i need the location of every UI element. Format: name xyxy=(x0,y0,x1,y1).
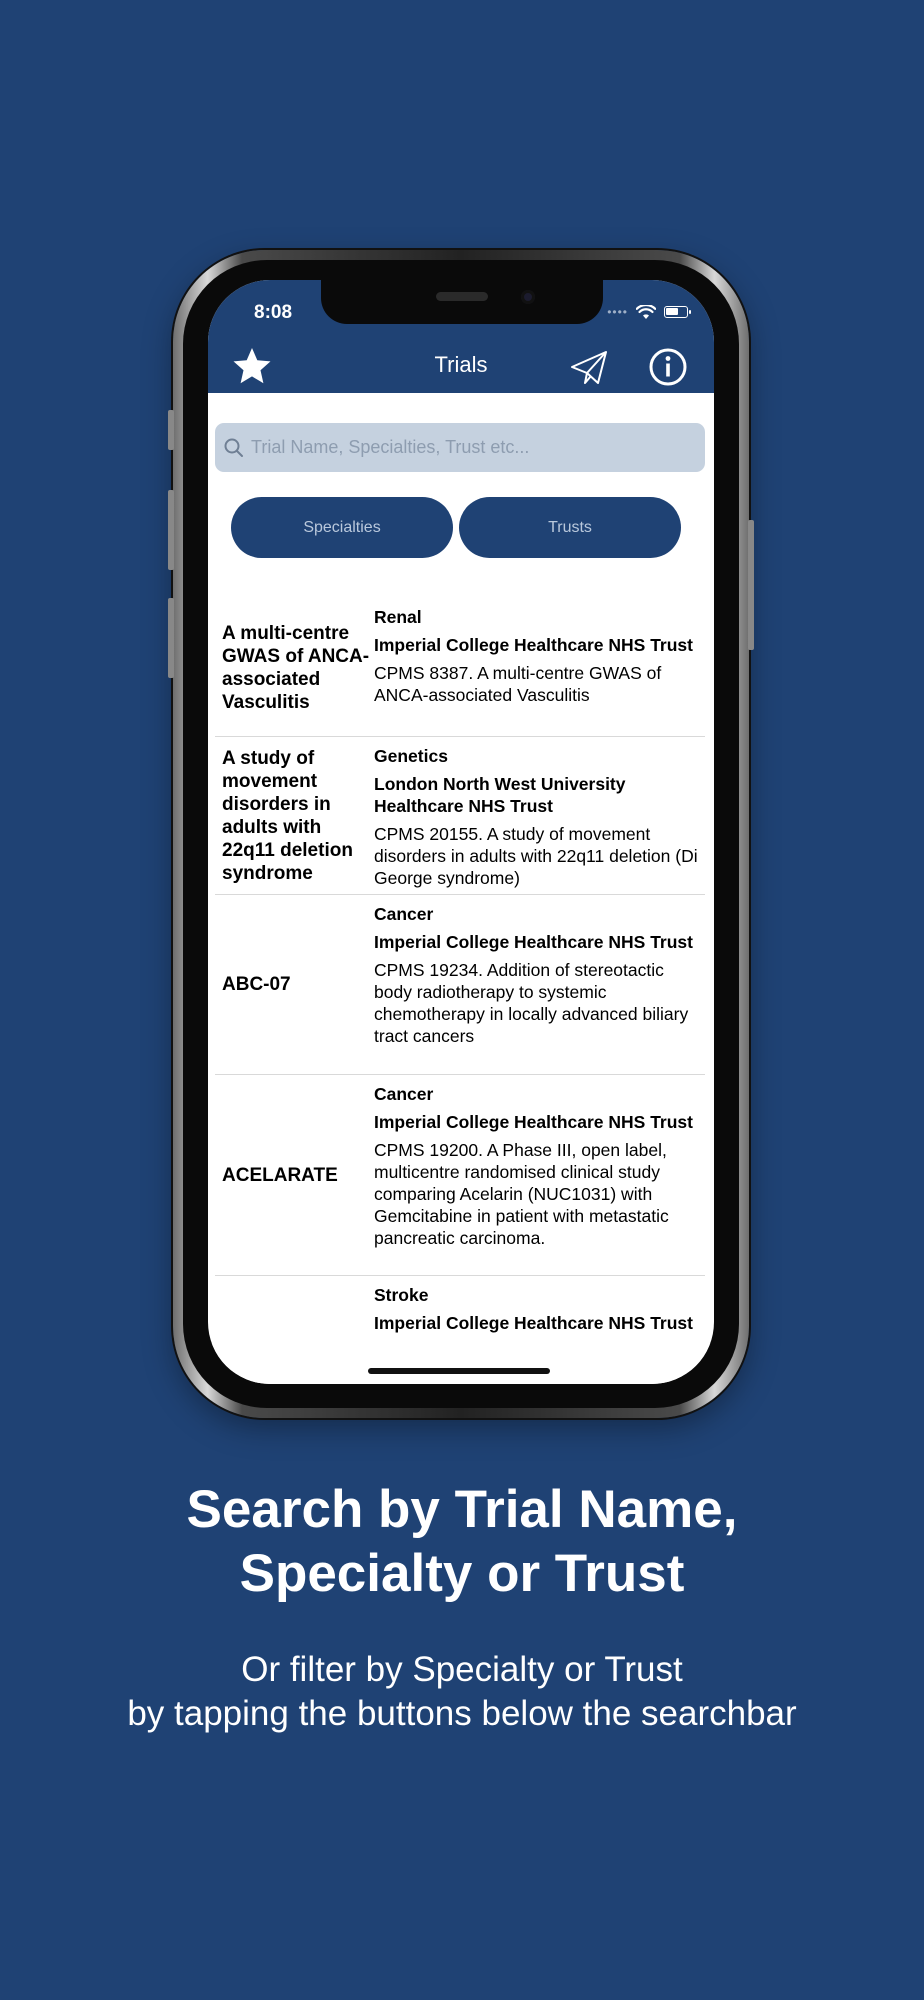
volume-up-button xyxy=(168,490,174,570)
home-indicator[interactable] xyxy=(368,1368,550,1374)
notch xyxy=(321,280,603,324)
trial-description: CPMS 8387. A multi-centre GWAS of ANCA-associated Vasculitis xyxy=(374,663,662,705)
table-row[interactable] xyxy=(215,1075,705,1276)
search-input[interactable] xyxy=(249,436,693,459)
promo-subtext xyxy=(0,1648,924,1736)
paper-plane-icon[interactable] xyxy=(570,350,608,386)
trial-description: CPMS 19234. Addition of stereotactic body radiotherapy to systemic chemotherapy in locally advanced biliary tract cancers xyxy=(374,960,689,1046)
wifi-icon xyxy=(636,305,656,320)
trial-specialty: Stroke xyxy=(374,1285,429,1305)
promo-subtext-line-1: Or filter by Specialty or Trust xyxy=(241,1650,683,1689)
trial-name: ABC-07 xyxy=(222,974,291,995)
promo-headline xyxy=(0,1478,924,1606)
trial-description: CPMS 19200. A Phase III, open label, multicentre randomised clinical study comparing Acelarin (NUC1031) with Gemcitabine in patient with metastatic pancreatic carcinoma. xyxy=(374,1140,669,1248)
trial-trust: London North West University Healthcare NHS Trust xyxy=(374,774,626,816)
promo-headline-line-1: Search by Trial Name, xyxy=(186,1480,738,1539)
speaker-grille xyxy=(436,292,488,301)
table-row[interactable] xyxy=(215,737,705,895)
search-bar[interactable] xyxy=(215,423,705,472)
power-button xyxy=(748,520,754,650)
trial-specialty: Genetics xyxy=(374,746,448,766)
trial-name: A multi-centre GWAS of ANCA-associated Vasculitis xyxy=(222,623,370,713)
trusts-filter-button[interactable]: Trusts xyxy=(459,497,681,558)
battery-icon xyxy=(664,306,688,318)
status-time: 8:08 xyxy=(254,302,293,323)
nav-bar xyxy=(208,280,714,393)
signal-dots-icon: •••• xyxy=(607,305,628,319)
trials-list xyxy=(215,600,705,1384)
trial-name: A study of movement disorders in adults with 22q11 deletion syndrome xyxy=(222,747,353,884)
nav-title: Trials xyxy=(434,352,488,377)
info-circle-icon[interactable] xyxy=(648,347,688,387)
trial-name: ACELARATE xyxy=(222,1164,338,1186)
trial-trust: Imperial College Healthcare NHS Trust xyxy=(374,932,693,952)
app-screen xyxy=(208,280,714,1384)
volume-down-button xyxy=(168,598,174,678)
search-icon xyxy=(223,437,245,459)
list-bottom-mask xyxy=(208,1343,714,1384)
status-icons xyxy=(607,304,688,320)
mute-switch xyxy=(168,410,174,450)
trial-trust: Imperial College Healthcare NHS Trust xyxy=(374,635,693,655)
front-camera xyxy=(521,290,535,304)
trial-specialty: Cancer xyxy=(374,904,434,924)
promo-subtext-line-2: by tapping the buttons below the searchbar xyxy=(127,1694,797,1733)
trial-trust: Imperial College Healthcare NHS Trust xyxy=(374,1313,693,1333)
trial-trust: Imperial College Healthcare NHS Trust xyxy=(374,1112,693,1132)
table-row[interactable] xyxy=(215,895,705,1075)
promo-headline-line-2: Specialty or Trust xyxy=(239,1544,685,1603)
trial-specialty: Cancer xyxy=(374,1084,434,1104)
trial-description: CPMS 20155. A study of movement disorders in adults with 22q11 deletion (Di George syndrome) xyxy=(374,824,698,888)
trial-specialty: Renal xyxy=(374,607,422,627)
table-row[interactable] xyxy=(215,600,705,737)
specialties-filter-button[interactable]: Specialties xyxy=(231,497,453,558)
